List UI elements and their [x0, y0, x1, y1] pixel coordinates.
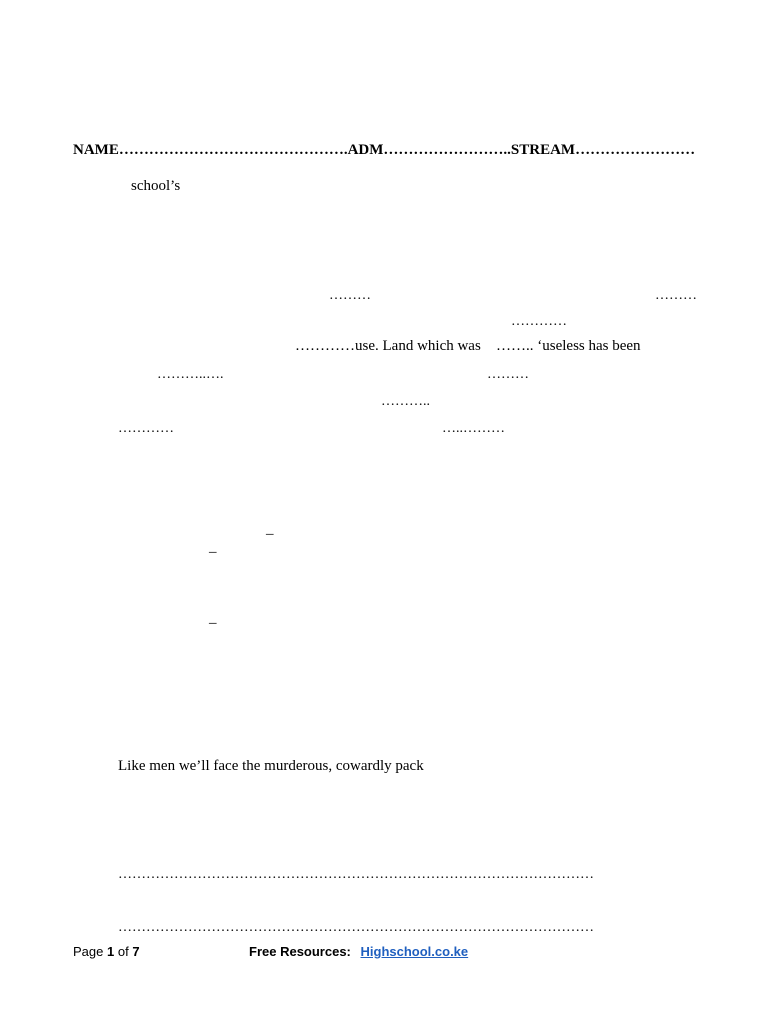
dash-mark: –: [209, 544, 217, 560]
answer-line: …………………………………………………………………………………………: [118, 867, 594, 882]
free-resources-label: Free Resources:: [249, 944, 351, 959]
page-of: of: [117, 944, 129, 959]
page-number: [73, 945, 140, 958]
blank-dots: ………..….: [157, 367, 224, 382]
blank-dots: …………: [118, 421, 174, 436]
poem-line: Like men we’ll face the murderous, cowardly pack: [118, 758, 424, 774]
name-adm-stream-line: NAME……………………………………….ADM……………………..STREAM……………………: [73, 142, 696, 158]
sentence-text: use. Land which was: [355, 338, 481, 354]
sentence-line: [496, 339, 641, 354]
page-total: 7: [132, 944, 140, 959]
page-current: 1: [107, 944, 115, 959]
sentence-text: ‘useless has been: [537, 338, 641, 354]
blank-dots: …………: [511, 314, 567, 329]
free-resources: [249, 945, 468, 958]
blank-dots: ……..: [496, 338, 534, 354]
blank-dots: …..………: [442, 421, 505, 436]
schools-text: school’s: [131, 178, 181, 194]
dash-mark: –: [266, 526, 274, 542]
sentence-line: [295, 339, 481, 354]
highschool-link[interactable]: Highschool.co.ke: [360, 944, 469, 959]
blank-dots: ………: [655, 288, 697, 303]
blank-dots: ………: [487, 367, 529, 382]
answer-line: …………………………………………………………………………………………: [118, 920, 594, 935]
dash-mark: –: [209, 615, 217, 631]
blank-dots: …………: [295, 338, 355, 354]
blank-dots: ………..: [381, 394, 430, 409]
page-prefix: Page: [73, 944, 104, 959]
blank-dots: ………: [329, 288, 371, 303]
